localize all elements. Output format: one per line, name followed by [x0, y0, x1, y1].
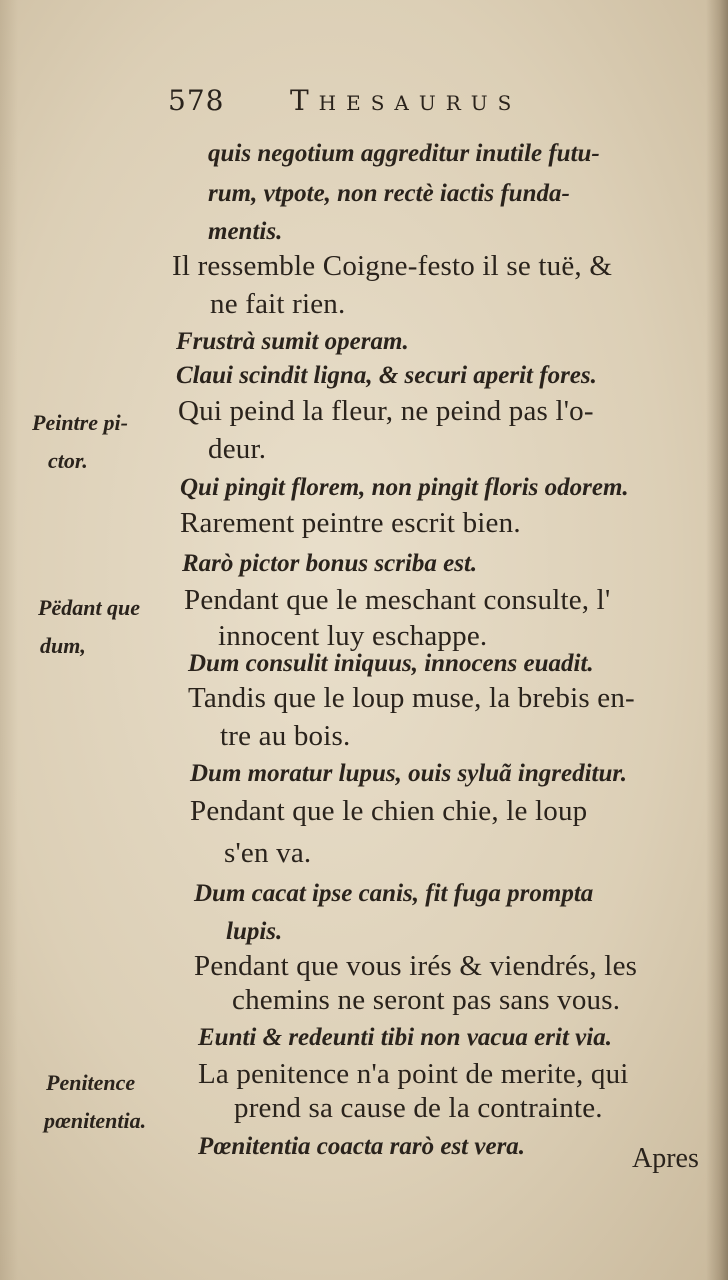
page-edge-shadow: [706, 0, 728, 1280]
text-line: innocent luy eschappe.: [218, 620, 488, 652]
text-line: lupis.: [226, 918, 283, 945]
margin-note: pœnitentia.: [44, 1108, 147, 1133]
text-line: Dum cacat ipse canis, fit fuga prompta: [194, 880, 594, 907]
text-line: tre au bois.: [220, 720, 351, 752]
text-line: La penitence n'a point de merite, qui: [198, 1058, 629, 1090]
text-line: Pœnitentia coacta rarò est vera.: [198, 1133, 526, 1160]
margin-note: dum,: [40, 633, 86, 658]
text-line: Dum consulit iniquus, innocens euadit.: [188, 650, 594, 677]
margin-note: Pëdant que: [38, 595, 141, 620]
text-line: Pendant que le meschant consulte, l': [184, 584, 611, 616]
text-line: deur.: [208, 433, 267, 465]
running-title: Thesaurus: [290, 84, 522, 117]
margin-note: Peintre pi-: [32, 410, 128, 435]
text-line: Il ressemble Coigne-festo il se tuë, &: [172, 250, 613, 282]
text-line: Qui peind la fleur, ne peind pas l'o-: [178, 395, 594, 427]
text-line: Rarò pictor bonus scriba est.: [182, 550, 478, 577]
text-line: quis negotium aggreditur inutile futu-: [208, 140, 600, 167]
text-line: rum, vtpote, non rectè iactis funda-: [208, 180, 570, 207]
text-line: Rarement peintre escrit bien.: [180, 507, 521, 539]
text-line: Tandis que le loup muse, la brebis en-: [188, 682, 635, 714]
text-line: Pendant que vous irés & viendrés, les: [194, 950, 638, 982]
text-line: Frustrà sumit operam.: [176, 328, 409, 355]
margin-note: Penitence: [46, 1070, 136, 1095]
text-line: Eunti & redeunti tibi non vacua erit via.: [198, 1024, 612, 1051]
text-line: Pendant que le chien chie, le loup: [190, 795, 588, 827]
page-gutter-shadow: [0, 0, 18, 1280]
text-line: Dum moratur lupus, ouis syluã ingreditur.: [190, 760, 627, 787]
text-line: ne fait rien.: [210, 288, 346, 320]
text-line: Qui pingit florem, non pingit floris odorem.: [180, 474, 629, 501]
text-line: s'en va.: [224, 837, 312, 869]
text-line: Claui scindit ligna, & securi aperit fores.: [176, 362, 597, 389]
text-line: prend sa cause de la contrainte.: [234, 1092, 603, 1124]
catchword: Apres: [632, 1143, 699, 1174]
margin-note: ctor.: [48, 448, 88, 473]
text-line: mentis.: [208, 218, 283, 245]
page-header: [168, 84, 608, 124]
page-number: 578: [168, 84, 225, 117]
text-line: chemins ne seront pas sans vous.: [232, 984, 621, 1016]
